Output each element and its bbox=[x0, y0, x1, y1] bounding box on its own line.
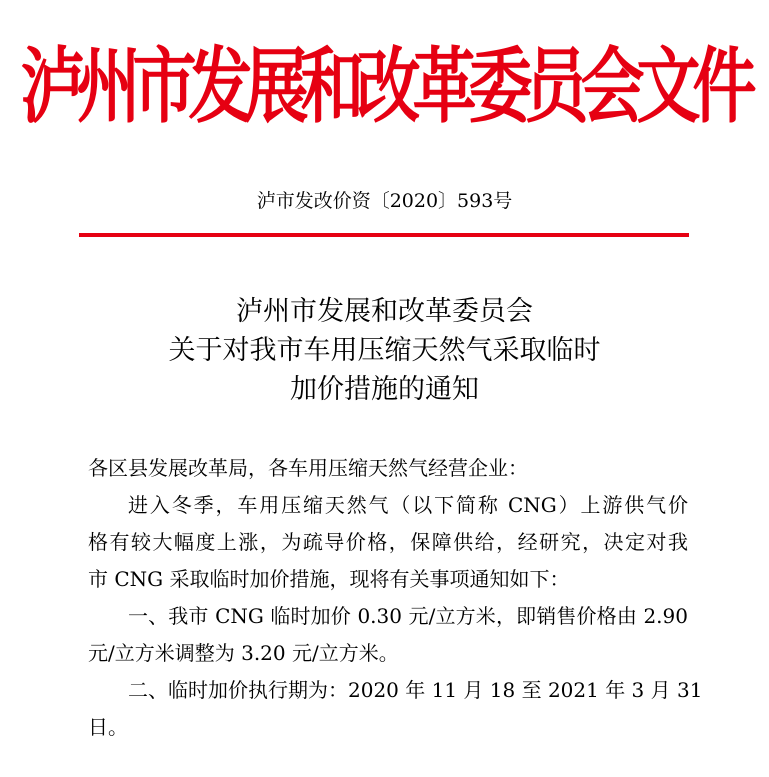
document-number: 泸市发改价资〔2020〕593号 bbox=[256, 190, 513, 212]
item-two-line: 日。 bbox=[88, 715, 128, 739]
notice-title-line: 关于对我市车用压缩天然气采取临时 bbox=[168, 335, 601, 366]
salutation: 各区县发展改革局，各车用压缩天然气经营企业： bbox=[88, 456, 528, 480]
paragraph-line: 进入冬季，车用压缩天然气（以下简称 CNG）上游供气价 bbox=[128, 493, 688, 517]
notice-body bbox=[88, 450, 703, 746]
red-divider-rule bbox=[79, 233, 689, 237]
notice-title-line: 加价措施的通知 bbox=[290, 374, 479, 405]
item-one-line: 一、我市 CNG 临时加价 0.30 元/立方米，即销售价格由 2.90 bbox=[128, 604, 688, 628]
paragraph-line: 格有较大幅度上涨，为疏导价格，保障供给，经研究，决定对我 bbox=[88, 530, 688, 554]
item-one-line: 元/立方米调整为 3.20 元/立方米。 bbox=[88, 641, 399, 665]
notice-title-line: 泸州市发展和改革委员会 bbox=[236, 296, 533, 327]
item-two-line: 二、临时加价执行期为：2020 年 11 月 18 至 2021 年 3 月 31 bbox=[128, 678, 703, 702]
notice-title bbox=[0, 292, 769, 409]
document-header-title: 泸州市发展和改革委员会文件 bbox=[20, 38, 749, 135]
paragraph-line: 市 CNG 采取临时加价措施，现将有关事项通知如下： bbox=[88, 567, 570, 591]
